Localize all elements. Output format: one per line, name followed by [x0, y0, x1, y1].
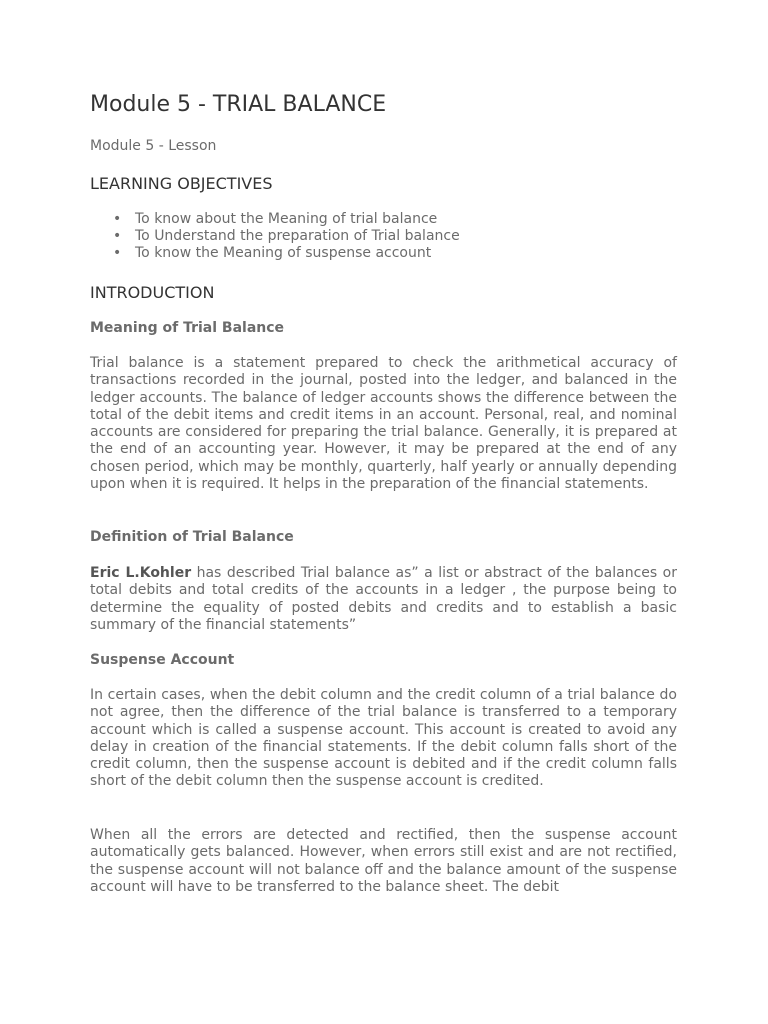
- definition-paragraph: [90, 565, 677, 634]
- bullet-icon: •: [113, 228, 122, 244]
- objective-text: To Understand the preparation of Trial balance: [135, 228, 460, 244]
- meaning-paragraph: Trial balance is a statement prepared to check the arithmetical accuracy of transactions recorded in the journal, posted into the ledger, and balanced in the ledger accounts. The balance of ledger accounts shows the difference between the total of the debit items and credit items in an account. Personal, real, and nominal accounts are considered for preparing the trial balance. Generally, it is prepared at the end of an accounting year. However, it may be prepared at the end of any chosen period, which may be monthly, quarterly, half yearly or annually depending upon when it is required. It helps in the preparation of the financial statements.: [90, 355, 677, 493]
- suspense-heading: Suspense Account: [90, 652, 235, 668]
- bullet-icon: •: [113, 245, 122, 261]
- suspense-paragraph-1: In certain cases, when the debit column and the credit column of a trial balance do not agree, then the difference of the trial balance is transferred to a temporary account which is called a suspense account. This account is created to avoid any delay in creation of the financial statements. If the debit column falls short of the credit column, then the suspense account is debited and if the credit column falls short of the debit column then the suspense account is credited.: [90, 687, 677, 790]
- bullet-icon: •: [113, 211, 122, 227]
- meaning-heading: Meaning of Trial Balance: [90, 320, 285, 336]
- objective-text: To know the Meaning of suspense account: [135, 245, 432, 261]
- list-item: [90, 211, 460, 228]
- suspense-paragraph-2: When all the errors are detected and rectified, then the suspense account automatically gets balanced. However, when errors still exist and are not rectified, the suspense account will not balance off and the balance amount of the suspense account will have to be transferred to the balance sheet. The debit: [90, 827, 677, 895]
- definition-heading: Definition of Trial Balance: [90, 529, 294, 545]
- page-title: Module 5 - TRIAL BALANCE: [90, 92, 387, 117]
- learning-objectives-list: [90, 211, 460, 262]
- list-item: [90, 245, 460, 262]
- learning-objectives-heading: LEARNING OBJECTIVES: [90, 174, 273, 193]
- list-item: [90, 228, 460, 245]
- introduction-heading: INTRODUCTION: [90, 283, 215, 302]
- definition-author: Eric L.Kohler: [90, 565, 192, 581]
- definition-text: has described Trial balance as” a list or abstract of the balances or total debits and total credits of the accounts in a ledger , the purpose being to determine the equality of posted debits and credits and to establish a basic summary of the financial statements”: [90, 565, 677, 633]
- lesson-subtitle: Module 5 - Lesson: [90, 138, 217, 154]
- objective-text: To know about the Meaning of trial balance: [135, 211, 438, 227]
